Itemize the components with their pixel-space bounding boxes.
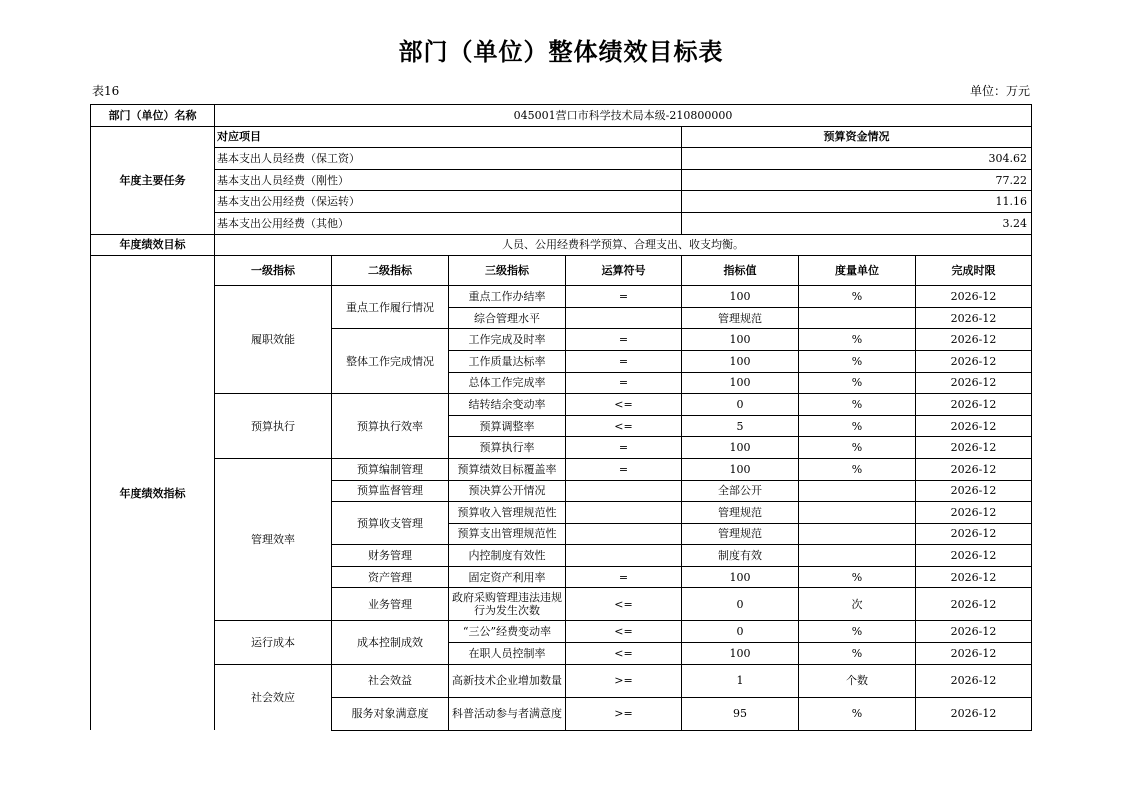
indicator-row [91, 621, 1032, 643]
operator-cell: <= [566, 621, 682, 643]
level2-cell: 成本控制成效 [332, 621, 449, 664]
unit-cell: % [799, 697, 916, 730]
tasks-col-amount: 预算资金情况 [682, 126, 1032, 148]
operator-cell [566, 502, 682, 524]
tasks-label: 年度主要任务 [91, 126, 215, 234]
dept-value: 045001营口市科学技术局本级-210800000 [215, 105, 1032, 127]
deadline-cell: 2026-12 [916, 329, 1032, 351]
deadline-cell: 2026-12 [916, 307, 1032, 329]
goal-row [91, 234, 1032, 256]
level2-cell: 社会效益 [332, 664, 449, 697]
deadline-cell: 2026-12 [916, 566, 1032, 588]
value-cell: 100 [682, 643, 799, 665]
value-cell: 5 [682, 415, 799, 437]
deadline-cell: 2026-12 [916, 545, 1032, 567]
header-operator: 运算符号 [566, 256, 682, 286]
unit-cell: % [799, 372, 916, 394]
value-cell: 100 [682, 329, 799, 351]
operator-cell: = [566, 329, 682, 351]
unit-cell [799, 523, 916, 545]
level3-cell: 预算支出管理规范性 [449, 523, 566, 545]
deadline-cell: 2026-12 [916, 697, 1032, 730]
level2-cell: 预算编制管理 [332, 458, 449, 480]
unit-cell [799, 480, 916, 502]
task-amount: 3.24 [682, 212, 1032, 234]
deadline-cell: 2026-12 [916, 394, 1032, 416]
value-cell: 1 [682, 664, 799, 697]
level2-cell: 预算执行效率 [332, 394, 449, 459]
level3-cell: “三公”经费变动率 [449, 621, 566, 643]
indicator-row [91, 458, 1032, 480]
tasks-col-project: 对应项目 [215, 126, 682, 148]
operator-cell: = [566, 350, 682, 372]
header-level3: 三级指标 [449, 256, 566, 286]
deadline-cell: 2026-12 [916, 523, 1032, 545]
task-project: 基本支出人员经费（刚性） [215, 169, 682, 191]
deadline-cell: 2026-12 [916, 372, 1032, 394]
task-row [91, 191, 1032, 213]
level3-cell: 预决算公开情况 [449, 480, 566, 502]
table-number: 表16 [92, 84, 120, 98]
unit-cell: % [799, 394, 916, 416]
deadline-cell: 2026-12 [916, 286, 1032, 308]
unit-cell [799, 502, 916, 524]
level3-cell: 科普活动参与者满意度 [449, 697, 566, 730]
task-row [91, 212, 1032, 234]
operator-cell: >= [566, 697, 682, 730]
level1-cell: 运行成本 [215, 621, 332, 664]
level3-cell: 高新技术企业增加数量 [449, 664, 566, 697]
task-row [91, 148, 1032, 170]
task-amount: 304.62 [682, 148, 1032, 170]
task-project: 基本支出人员经费（保工资） [215, 148, 682, 170]
dept-row [91, 105, 1032, 127]
unit-cell: % [799, 621, 916, 643]
level3-cell: 内控制度有效性 [449, 545, 566, 567]
level3-cell: 预算调整率 [449, 415, 566, 437]
dept-label: 部门（单位）名称 [91, 105, 215, 127]
indicator-row [91, 664, 1032, 697]
level3-cell: 预算收入管理规范性 [449, 502, 566, 524]
operator-cell: = [566, 372, 682, 394]
operator-cell: <= [566, 394, 682, 416]
level1-cell: 管理效率 [215, 458, 332, 621]
operator-cell [566, 307, 682, 329]
value-cell: 管理规范 [682, 523, 799, 545]
unit-cell: % [799, 286, 916, 308]
header-level1: 一级指标 [215, 256, 332, 286]
level2-cell: 资产管理 [332, 566, 449, 588]
level3-cell: 总体工作完成率 [449, 372, 566, 394]
header-deadline: 完成时限 [916, 256, 1032, 286]
indicator-row [91, 394, 1032, 416]
operator-cell: <= [566, 415, 682, 437]
page-title: 部门（单位）整体绩效目标表 [398, 38, 724, 66]
unit-cell [799, 545, 916, 567]
indicators-label: 年度绩效指标 [91, 256, 215, 731]
operator-cell [566, 523, 682, 545]
value-cell: 0 [682, 588, 799, 621]
level2-cell: 业务管理 [332, 588, 449, 621]
value-cell: 制度有效 [682, 545, 799, 567]
unit-cell: % [799, 458, 916, 480]
deadline-cell: 2026-12 [916, 664, 1032, 697]
operator-cell: = [566, 458, 682, 480]
unit-cell: % [799, 566, 916, 588]
value-cell: 100 [682, 458, 799, 480]
tasks-header-row [91, 126, 1032, 148]
unit-cell: % [799, 643, 916, 665]
deadline-cell: 2026-12 [916, 458, 1032, 480]
level3-cell: 工作质量达标率 [449, 350, 566, 372]
header-level2: 二级指标 [332, 256, 449, 286]
value-cell: 100 [682, 566, 799, 588]
header-unit: 度量单位 [799, 256, 916, 286]
unit-cell: % [799, 350, 916, 372]
header-value: 指标值 [682, 256, 799, 286]
performance-table [90, 104, 1032, 731]
level1-cell: 履职效能 [215, 286, 332, 394]
goal-label: 年度绩效目标 [91, 234, 215, 256]
operator-cell: = [566, 437, 682, 459]
operator-cell: <= [566, 643, 682, 665]
deadline-cell: 2026-12 [916, 643, 1032, 665]
unit-cell: % [799, 437, 916, 459]
level3-cell: 在职人员控制率 [449, 643, 566, 665]
value-cell: 管理规范 [682, 502, 799, 524]
value-cell: 95 [682, 697, 799, 730]
level1-cell: 预算执行 [215, 394, 332, 459]
value-cell: 100 [682, 286, 799, 308]
operator-cell: = [566, 286, 682, 308]
level2-cell: 财务管理 [332, 545, 449, 567]
level2-cell: 服务对象满意度 [332, 697, 449, 730]
goal-text: 人员、公用经费科学预算、合理支出、收支均衡。 [215, 234, 1032, 256]
deadline-cell: 2026-12 [916, 415, 1032, 437]
level2-cell: 预算监督管理 [332, 480, 449, 502]
task-project: 基本支出公用经费（保运转） [215, 191, 682, 213]
level3-cell: 结转结余变动率 [449, 394, 566, 416]
level3-cell: 重点工作办结率 [449, 286, 566, 308]
task-amount: 77.22 [682, 169, 1032, 191]
operator-cell: >= [566, 664, 682, 697]
unit-cell: % [799, 415, 916, 437]
level3-cell: 政府采购管理违法违规行为发生次数 [449, 588, 566, 621]
task-amount: 11.16 [682, 191, 1032, 213]
level3-cell: 工作完成及时率 [449, 329, 566, 351]
indicator-row [91, 286, 1032, 308]
value-cell: 管理规范 [682, 307, 799, 329]
level2-cell: 预算收支管理 [332, 502, 449, 545]
operator-cell: = [566, 566, 682, 588]
level2-cell: 整体工作完成情况 [332, 329, 449, 394]
value-cell: 100 [682, 372, 799, 394]
unit-cell: % [799, 329, 916, 351]
level2-cell: 重点工作履行情况 [332, 286, 449, 329]
value-cell: 0 [682, 621, 799, 643]
deadline-cell: 2026-12 [916, 621, 1032, 643]
operator-cell [566, 545, 682, 567]
unit-cell: 次 [799, 588, 916, 621]
deadline-cell: 2026-12 [916, 502, 1032, 524]
level1-cell: 社会效应 [215, 664, 332, 730]
value-cell: 100 [682, 350, 799, 372]
value-cell: 全部公开 [682, 480, 799, 502]
level3-cell: 固定资产利用率 [449, 566, 566, 588]
deadline-cell: 2026-12 [916, 480, 1032, 502]
level3-cell: 预算执行率 [449, 437, 566, 459]
value-cell: 100 [682, 437, 799, 459]
value-cell: 0 [682, 394, 799, 416]
unit-cell [799, 307, 916, 329]
task-project: 基本支出公用经费（其他） [215, 212, 682, 234]
indicator-header-row [91, 256, 1032, 286]
operator-cell: <= [566, 588, 682, 621]
deadline-cell: 2026-12 [916, 350, 1032, 372]
unit-label: 单位：万元 [969, 84, 1030, 98]
task-row [91, 169, 1032, 191]
deadline-cell: 2026-12 [916, 588, 1032, 621]
level3-cell: 预算绩效目标覆盖率 [449, 458, 566, 480]
level3-cell: 综合管理水平 [449, 307, 566, 329]
unit-cell: 个数 [799, 664, 916, 697]
deadline-cell: 2026-12 [916, 437, 1032, 459]
operator-cell [566, 480, 682, 502]
